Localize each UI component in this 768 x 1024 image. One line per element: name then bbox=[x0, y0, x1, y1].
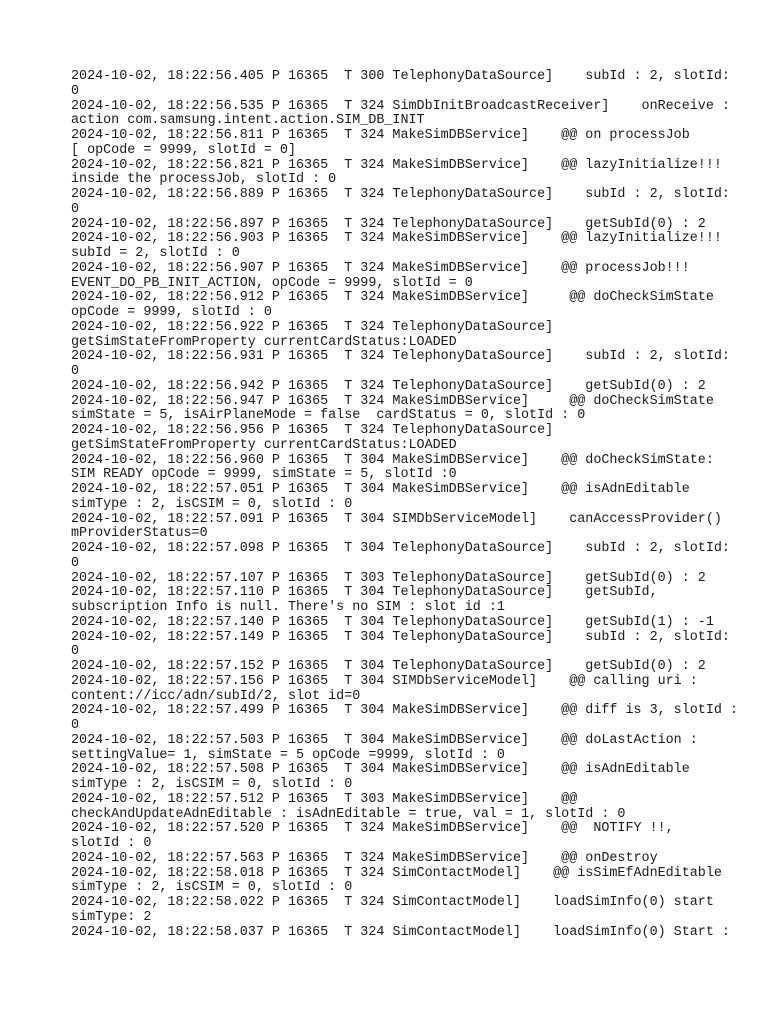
log-line: simState = 5, isAirPlaneMode = false cardStatus = 0, slotId : 0 bbox=[71, 408, 586, 424]
log-line: 2024-10-02, 18:22:57.156 P 16365 T 304 SIMDbServiceModel] @@ calling uri : bbox=[71, 673, 698, 689]
log-line: 0 bbox=[71, 555, 80, 571]
log-line: checkAndUpdateAdnEditable : isAdnEditable = true, val = 1, slotId : 0 bbox=[71, 806, 626, 822]
log-line: 2024-10-02, 18:22:56.942 P 16365 T 324 TelephonyDataSource] getSubId(0) : 2 bbox=[71, 378, 706, 394]
log-line: 2024-10-02, 18:22:56.535 P 16365 T 324 SimDbInitBroadcastReceiver] onReceive : bbox=[71, 98, 730, 114]
log-line: 2024-10-02, 18:22:57.512 P 16365 T 303 MakeSimDBService] @@ bbox=[71, 791, 578, 807]
log-line: 2024-10-02, 18:22:56.956 P 16365 T 324 TelephonyDataSource] bbox=[71, 423, 554, 438]
log-line: 2024-10-02, 18:22:57.098 P 16365 T 304 TelephonyDataSource] subId : 2, slotId: bbox=[71, 541, 730, 556]
log-line: action com.samsung.intent.action.SIM_DB_INIT bbox=[71, 113, 425, 129]
log-line: EVENT_DO_PB_INIT_ACTION, opCode = 9999, slotId = 0 bbox=[71, 275, 473, 291]
log-line: 2024-10-02, 18:22:57.499 P 16365 T 304 MakeSimDBService] @@ diff is 3, slotId : bbox=[71, 703, 738, 719]
log-line: 2024-10-02, 18:22:56.960 P 16365 T 304 MakeSimDBService] @@ doCheckSimState: bbox=[71, 452, 714, 468]
log-line: slotId : 0 bbox=[71, 836, 152, 851]
log-line: 2024-10-02, 18:22:56.907 P 16365 T 324 MakeSimDBService] @@ processJob!!! bbox=[71, 260, 690, 276]
log-line: content://icc/adn/subId/2, slot id=0 bbox=[71, 688, 361, 704]
log-line: 2024-10-02, 18:22:56.889 P 16365 T 324 TelephonyDataSource] subId : 2, slotId: bbox=[71, 187, 730, 202]
log-line: getSimStateFromProperty currentCardStatus:LOADED bbox=[71, 334, 457, 350]
log-line: 2024-10-02, 18:22:57.520 P 16365 T 324 MakeSimDBService] @@ NOTIFY !!, bbox=[71, 821, 674, 837]
log-line: simType: 2 bbox=[71, 909, 152, 925]
log-line: 2024-10-02, 18:22:58.018 P 16365 T 324 SimContactModel] @@ isSimEfAdnEditable bbox=[71, 865, 722, 881]
log-line: 2024-10-02, 18:22:56.947 P 16365 T 324 MakeSimDBService] @@ doCheckSimState bbox=[71, 393, 714, 409]
log-line: mProviderStatus=0 bbox=[71, 526, 208, 542]
log-line: 2024-10-02, 18:22:57.563 P 16365 T 324 MakeSimDBService] @@ onDestroy bbox=[71, 850, 658, 866]
log-line: opCode = 9999, slotId : 0 bbox=[71, 305, 272, 320]
log-line: 2024-10-02, 18:22:58.037 P 16365 T 324 SimContactModel] loadSimInfo(0) Start : bbox=[71, 924, 730, 940]
log-line: subId = 2, slotId : 0 bbox=[71, 246, 240, 261]
log-line: 2024-10-02, 18:22:57.140 P 16365 T 304 TelephonyDataSource] getSubId(1) : -1 bbox=[71, 614, 714, 630]
log-line: 2024-10-02, 18:22:57.152 P 16365 T 304 TelephonyDataSource] getSubId(0) : 2 bbox=[71, 659, 706, 674]
log-line: SIM READY opCode = 9999, simState = 5, slotId :0 bbox=[71, 467, 457, 483]
log-line: 0 bbox=[71, 83, 80, 99]
log-line: 2024-10-02, 18:22:56.821 P 16365 T 324 MakeSimDBService] @@ lazyInitialize!!! bbox=[71, 157, 722, 173]
log-line: subscription Info is null. There's no SIM : slot id :1 bbox=[71, 600, 505, 615]
log-line: 2024-10-02, 18:22:57.503 P 16365 T 304 MakeSimDBService] @@ doLastAction : bbox=[71, 732, 698, 748]
log-line: settingValue= 1, simState = 5 opCode =9999, slotId : 0 bbox=[71, 747, 505, 763]
log-line: 2024-10-02, 18:22:57.149 P 16365 T 304 TelephonyDataSource] subId : 2, slotId: bbox=[71, 629, 730, 645]
log-text-block bbox=[71, 69, 738, 940]
log-line: getSimStateFromProperty currentCardStatus:LOADED bbox=[71, 437, 457, 453]
log-line: [ opCode = 9999, slotId = 0] bbox=[71, 142, 296, 158]
log-line: 2024-10-02, 18:22:57.091 P 16365 T 304 SIMDbServiceModel] canAccessProvider() bbox=[71, 511, 722, 527]
log-line: 2024-10-02, 18:22:56.903 P 16365 T 324 MakeSimDBService] @@ lazyInitialize!!! bbox=[71, 231, 722, 247]
log-line: 0 bbox=[71, 364, 80, 379]
log-line: 2024-10-02, 18:22:57.107 P 16365 T 303 TelephonyDataSource] getSubId(0) : 2 bbox=[71, 570, 706, 586]
log-line: simType : 2, isCSIM = 0, slotId : 0 bbox=[71, 777, 353, 792]
log-line: 0 bbox=[71, 718, 80, 733]
log-line: inside the processJob, slotId : 0 bbox=[71, 172, 337, 188]
log-line: 2024-10-02, 18:22:56.897 P 16365 T 324 TelephonyDataSource] getSubId(0) : 2 bbox=[71, 216, 706, 232]
log-line: 2024-10-02, 18:22:56.931 P 16365 T 324 TelephonyDataSource] subId : 2, slotId: bbox=[71, 349, 730, 365]
log-line: 2024-10-02, 18:22:57.110 P 16365 T 304 TelephonyDataSource] getSubId, bbox=[71, 585, 658, 601]
log-line: simType : 2, isCSIM = 0, slotId : 0 bbox=[71, 880, 353, 896]
log-line: simType : 2, isCSIM = 0, slotId : 0 bbox=[71, 496, 353, 512]
log-line: 2024-10-02, 18:22:57.051 P 16365 T 304 MakeSimDBService] @@ isAdnEditable bbox=[71, 482, 690, 497]
log-line: 2024-10-02, 18:22:58.022 P 16365 T 324 SimContactModel] loadSimInfo(0) start bbox=[71, 895, 714, 910]
log-line: 2024-10-02, 18:22:56.922 P 16365 T 324 TelephonyDataSource] bbox=[71, 319, 554, 335]
log-line: 2024-10-02, 18:22:56.405 P 16365 T 300 TelephonyDataSource] subId : 2, slotId: bbox=[71, 69, 730, 84]
log-line: 2024-10-02, 18:22:57.508 P 16365 T 304 MakeSimDBService] @@ isAdnEditable bbox=[71, 762, 690, 778]
log-line: 2024-10-02, 18:22:56.912 P 16365 T 324 MakeSimDBService] @@ doCheckSimState bbox=[71, 290, 714, 306]
log-line: 0 bbox=[71, 201, 80, 217]
log-line: 2024-10-02, 18:22:56.811 P 16365 T 324 MakeSimDBService] @@ on processJob bbox=[71, 128, 690, 143]
log-line: 0 bbox=[71, 644, 80, 660]
